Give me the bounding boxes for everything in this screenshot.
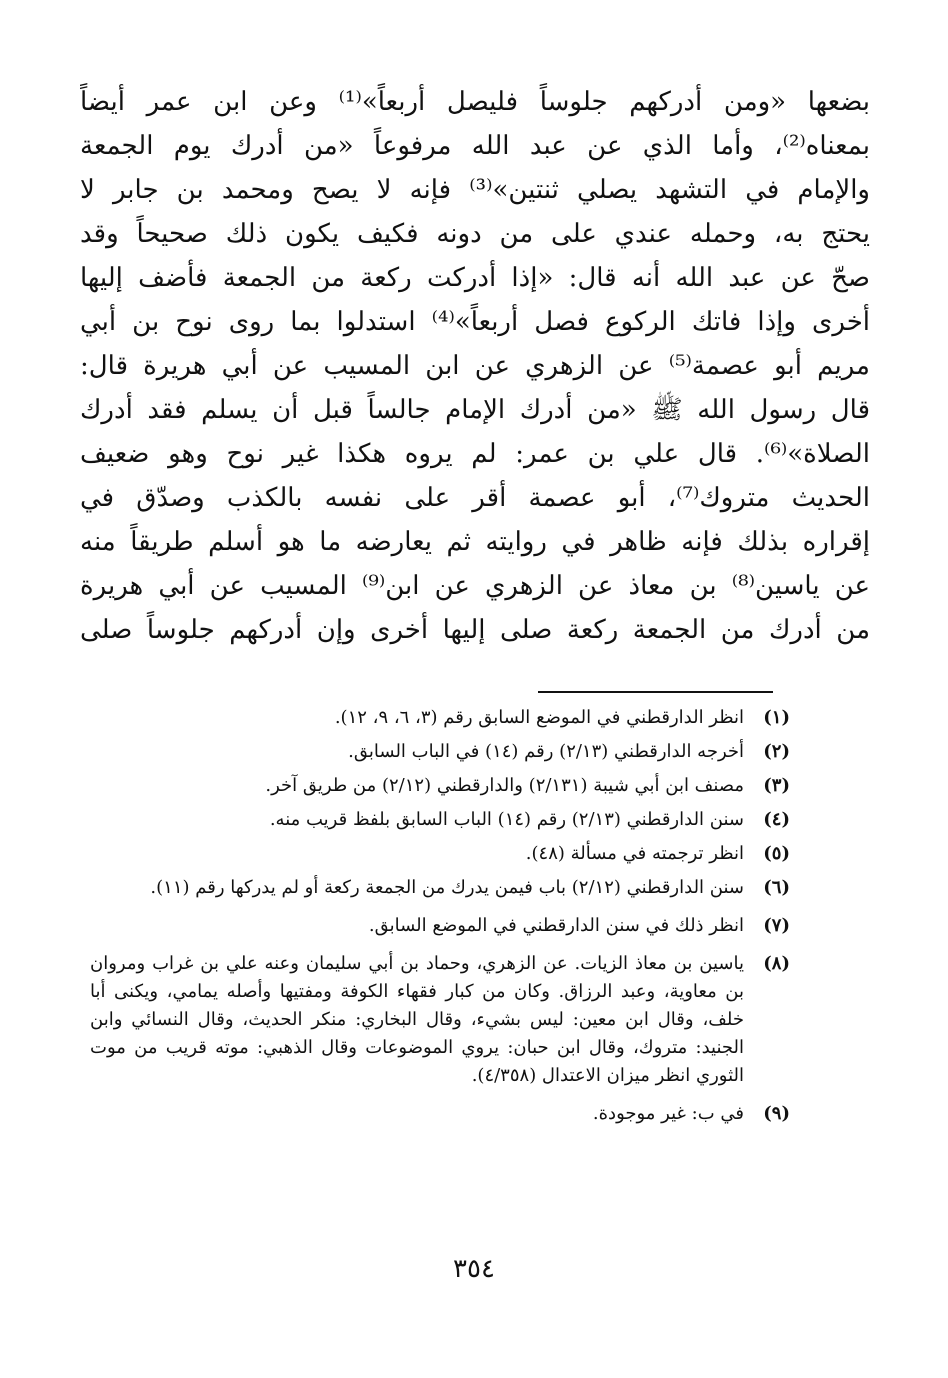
footnote-text: انظر ذلك في سنن الدارقطني في الموضع السابق. [368,915,744,936]
footnote-text: ياسين بن معاذ الزيات. عن الزهري، وحماد بن أبي سليمان وعنه علي بن غراب ومروان بن معاوية، وعبد الرزاق. وكان من كبار فقهاء الكوفة ومفتيها وأصله يمامي، ويكنى أبا خلف، وقال ابن معين: ليس بشيء، وقال البخاري: منكر الحديث، وقال النسائي وابن الجنيد: متروك، وقال ابن حبان: يروي الموضوعات وقال الذهبي: موته قريب من موت الثوري انظر ميزان الاعتدال (٤/٣٥٨). [90,953,744,1086]
text-line: أخرى وإذا فاتك الركوع فصل أربعاً»⁽⁴⁾ استدلوا بما روى نوح بن أبي [80,307,870,337]
footnote-number: (٩) [763,1103,790,1124]
footnote-number: (٦) [763,877,790,898]
footnote [90,738,790,766]
footnote-number: (٧) [763,915,790,936]
footnote-separator [538,691,773,693]
text-line: الصلاة»⁽⁶⁾. قال علي بن عمر: لم يروه هكذا غير نوح وهو ضعيف [80,439,870,469]
text-line: إقراره بذلك فإنه ظاهر في روايته ثم يعارضه ما هو أسلم طريقاً منه [80,527,870,557]
text-line: بضعها «ومن أدركهم جلوساً فليصل أربعاً»⁽¹⁾ وعن ابن عمر أيضاً [80,87,870,117]
footnotes [90,704,790,1138]
footnote [90,912,790,940]
footnote [90,950,790,1090]
text-line: من أدرك من الجمعة ركعة صلى إليها أخرى وإن أدركهم جلوساً صلى [80,615,870,645]
footnote-number: (٨) [763,953,790,974]
text-line: صحّ عن عبد الله أنه قال: «إذا أدركت ركعة من الجمعة فأضف إليها [80,263,870,293]
footnote [90,874,790,902]
footnote-number: (٣) [763,775,790,796]
footnote [90,704,790,732]
footnote [90,772,790,800]
footnote-number: (١) [763,707,790,728]
footnote-text: أخرجه الدارقطني (٢/١٣) رقم (١٤) في الباب السابق. [348,741,744,762]
footnote-text: في ب: غير موجودة. [592,1103,744,1124]
footnote [90,806,790,834]
main-text [80,80,870,652]
text-line: مريم أبو عصمة⁽⁵⁾ عن الزهري عن ابن المسيب عن أبي هريرة قال: [80,351,870,381]
footnote-number: (٤) [763,809,790,830]
footnote-number: (٥) [763,843,790,864]
footnote-text: انظر ترجمته في مسألة (٤٨). [525,843,744,864]
footnote [90,1100,790,1128]
text-line: عن ياسين⁽⁸⁾ بن معاذ عن الزهري عن ابن⁽⁹⁾ المسيب عن أبي هريرة [80,571,870,601]
footnote-text: سنن الدارقطني (٢/١٣) رقم (١٤) الباب السابق بلفظ قريب منه. [269,809,744,830]
text-line: والإمام في التشهد يصلي ثنتين»⁽³⁾ فإنه لا يصح ومحمد بن جابر لا [80,175,870,205]
page-number: ٣٥٤ [453,1254,495,1284]
footnote-text: مصنف ابن أبي شيبة (٢/١٣١) والدارقطني (٢/١٢) من طريق آخر. [265,775,744,796]
footnote-number: (٢) [763,741,790,762]
text-line: بمعناه⁽²⁾، وأما الذي عن عبد الله مرفوعاً «من أدرك يوم الجمعة [80,131,870,161]
footnote-text: انظر الدارقطني في الموضع السابق رقم (٣، ٦، ٩، ١٢). [334,707,744,728]
footnote [90,840,790,868]
text-line: يحتج به، وحمله عندي على من دونه فكيف يكون ذلك صحيحاً وقد [80,219,870,249]
text-line: قال رسول الله ﷺ «من أدرك الإمام جالساً قبل أن يسلم فقد أدرك [80,395,870,425]
text-line: الحديث متروك⁽⁷⁾، أبو عصمة أقر على نفسه بالكذب وصدّق في [80,483,870,513]
footnote-text: سنن الدارقطني (٢/١٢) باب فيمن يدرك من الجمعة ركعة أو لم يدركها رقم (١١). [150,877,744,898]
